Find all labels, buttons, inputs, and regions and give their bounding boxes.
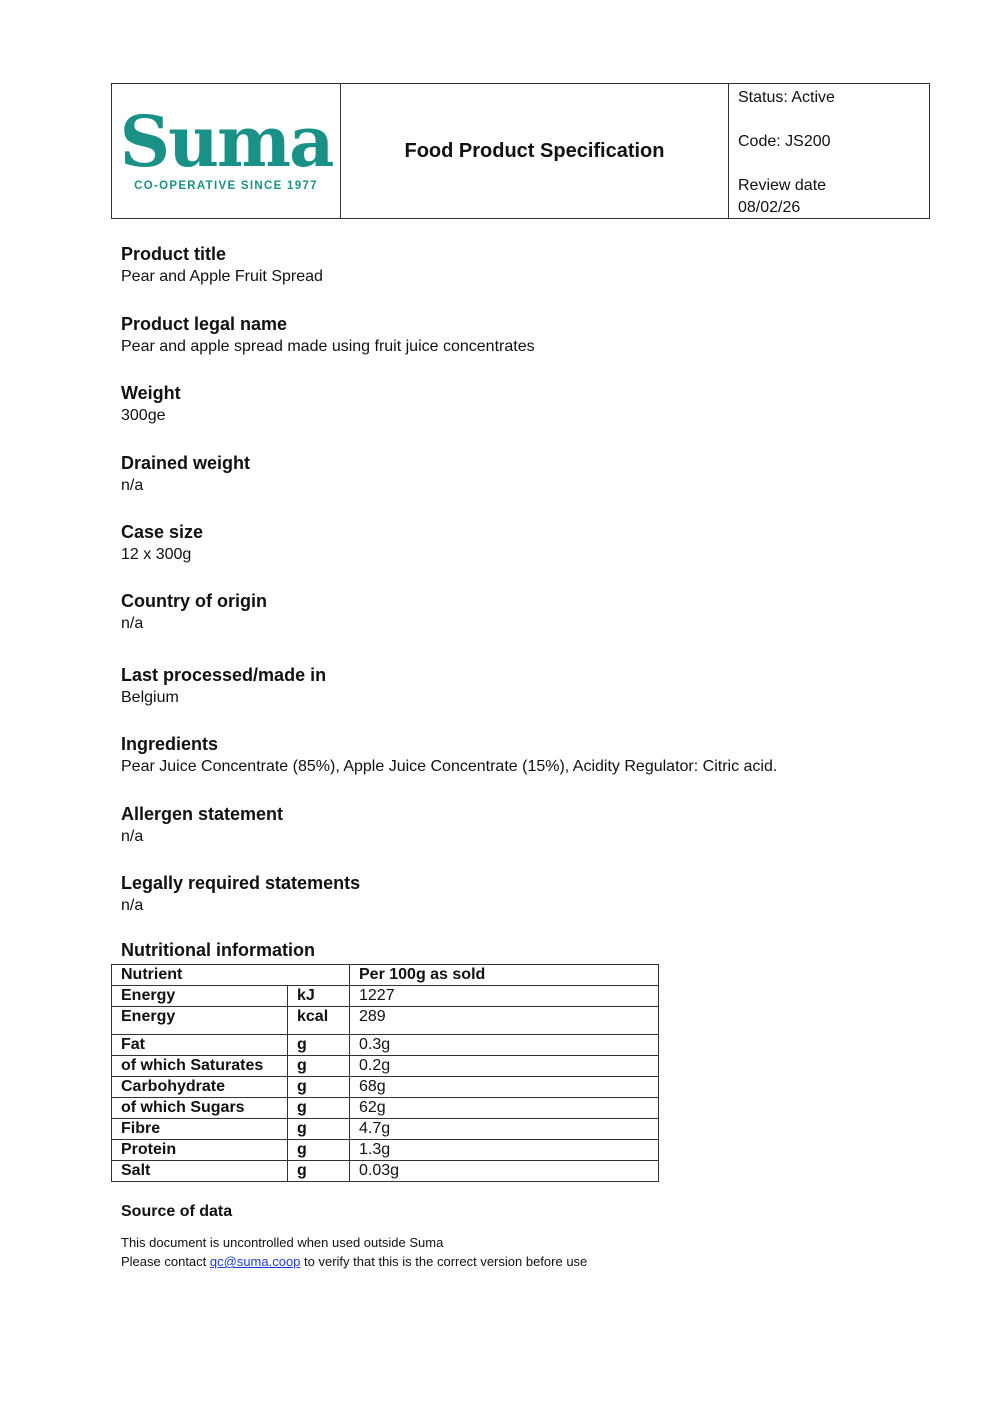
- section-value: 12 x 300g: [121, 546, 192, 563]
- status-text: Status: Active: [738, 89, 835, 106]
- table-row: [112, 986, 659, 1007]
- logo-wordmark: Suma: [119, 100, 333, 183]
- section-label: Last processed/made in: [121, 665, 327, 685]
- nutrient-unit: g: [288, 1098, 350, 1119]
- footer: [121, 1233, 587, 1271]
- nutrient-value: 62g: [350, 1098, 659, 1119]
- nutrient-value: 1.3g: [350, 1140, 659, 1161]
- qc-email-link[interactable]: qc@suma.coop: [209, 1254, 301, 1269]
- nutrient-unit: g: [288, 1161, 350, 1182]
- section-label: Ingredients: [121, 734, 219, 754]
- section-product-title: [121, 242, 323, 288]
- table-row: [112, 1119, 659, 1140]
- nutrient-unit: g: [288, 1140, 350, 1161]
- section-value: Pear and Apple Fruit Spread: [121, 268, 323, 285]
- document-meta: [729, 84, 929, 218]
- document-title: Food Product Specification: [404, 139, 665, 162]
- nutrient-unit: g: [288, 1035, 350, 1056]
- nutrient-unit: g: [288, 1077, 350, 1098]
- section-label: Case size: [121, 522, 204, 542]
- nutrient-name: of which Sugars: [112, 1098, 288, 1119]
- table-row: [112, 1098, 659, 1119]
- footer-disclaimer: This document is uncontrolled when used outside Suma: [121, 1235, 444, 1250]
- source-of-data-label: Source of data: [121, 1203, 233, 1220]
- document-title-cell: [341, 84, 729, 218]
- section-value: n/a: [121, 828, 144, 845]
- section-label: Weight: [121, 383, 181, 403]
- section-case-size: [121, 520, 203, 566]
- table-row: [112, 1056, 659, 1077]
- section-product-legal-name: [121, 312, 535, 358]
- nutrient-unit: kJ: [288, 986, 350, 1007]
- nutrient-name: Salt: [112, 1161, 288, 1182]
- nutrition-header-row: [112, 965, 659, 986]
- table-row: [112, 1140, 659, 1161]
- footer-contact-prefix: Please contact: [121, 1254, 210, 1269]
- section-value: n/a: [121, 897, 144, 914]
- section-legal-statements: [121, 871, 360, 917]
- per100-header: Per 100g as sold: [350, 965, 659, 986]
- table-row: [112, 1035, 659, 1056]
- section-value: n/a: [121, 615, 144, 632]
- footer-contact-suffix: to verify that this is the correct version before use: [300, 1254, 588, 1269]
- review-date-label: Review date: [738, 177, 827, 194]
- table-row: [112, 1161, 659, 1182]
- nutrient-name: Protein: [112, 1140, 288, 1161]
- nutrient-value: 0.03g: [350, 1161, 659, 1182]
- nutrition-title: Nutritional information: [121, 940, 315, 960]
- nutrient-value: 289: [350, 1007, 659, 1035]
- section-country-of-origin: [121, 589, 267, 635]
- section-drained-weight: [121, 451, 250, 497]
- table-row: [112, 1007, 659, 1035]
- section-value: Belgium: [121, 689, 179, 706]
- nutrient-unit: g: [288, 1056, 350, 1077]
- section-weight: [121, 381, 181, 427]
- logo-tagline: CO-OPERATIVE SINCE 1977: [134, 180, 318, 192]
- nutrient-value: 4.7g: [350, 1119, 659, 1140]
- section-label: Product legal name: [121, 314, 288, 334]
- section-value: n/a: [121, 477, 144, 494]
- logo: [112, 84, 341, 218]
- section-value: Pear Juice Concentrate (85%), Apple Juice Concentrate (15%), Acidity Regulator: Citric acid.: [121, 758, 778, 775]
- nutrition-table: [111, 964, 659, 1182]
- nutrient-value: 0.3g: [350, 1035, 659, 1056]
- section-ingredients: [121, 732, 777, 778]
- table-row: [112, 1077, 659, 1098]
- nutrient-name: Fibre: [112, 1119, 288, 1140]
- nutrient-name: Fat: [112, 1035, 288, 1056]
- nutrient-value: 68g: [350, 1077, 659, 1098]
- section-label: Country of origin: [121, 591, 267, 611]
- section-label: Allergen statement: [121, 804, 284, 824]
- nutrient-unit: g: [288, 1119, 350, 1140]
- nutrient-unit: kcal: [288, 1007, 350, 1035]
- section-value: 300ge: [121, 407, 166, 424]
- nutrient-name: Energy: [112, 1007, 288, 1035]
- section-label: Legally required statements: [121, 873, 361, 893]
- nutrient-header: Nutrient: [112, 965, 350, 986]
- section-last-processed: [121, 663, 326, 709]
- review-date: 08/02/26: [738, 199, 801, 216]
- section-label: Drained weight: [121, 453, 251, 473]
- section-value: Pear and apple spread made using fruit juice concentrates: [121, 338, 535, 355]
- nutrient-name: Energy: [112, 986, 288, 1007]
- section-label: Product title: [121, 244, 227, 264]
- nutrient-name: Carbohydrate: [112, 1077, 288, 1098]
- header-table: [111, 83, 930, 219]
- nutrient-value: 0.2g: [350, 1056, 659, 1077]
- product-code: Code: JS200: [738, 133, 831, 150]
- nutrient-name: of which Saturates: [112, 1056, 288, 1077]
- section-allergen-statement: [121, 802, 283, 848]
- nutrient-value: 1227: [350, 986, 659, 1007]
- footer-contact: [121, 1252, 587, 1271]
